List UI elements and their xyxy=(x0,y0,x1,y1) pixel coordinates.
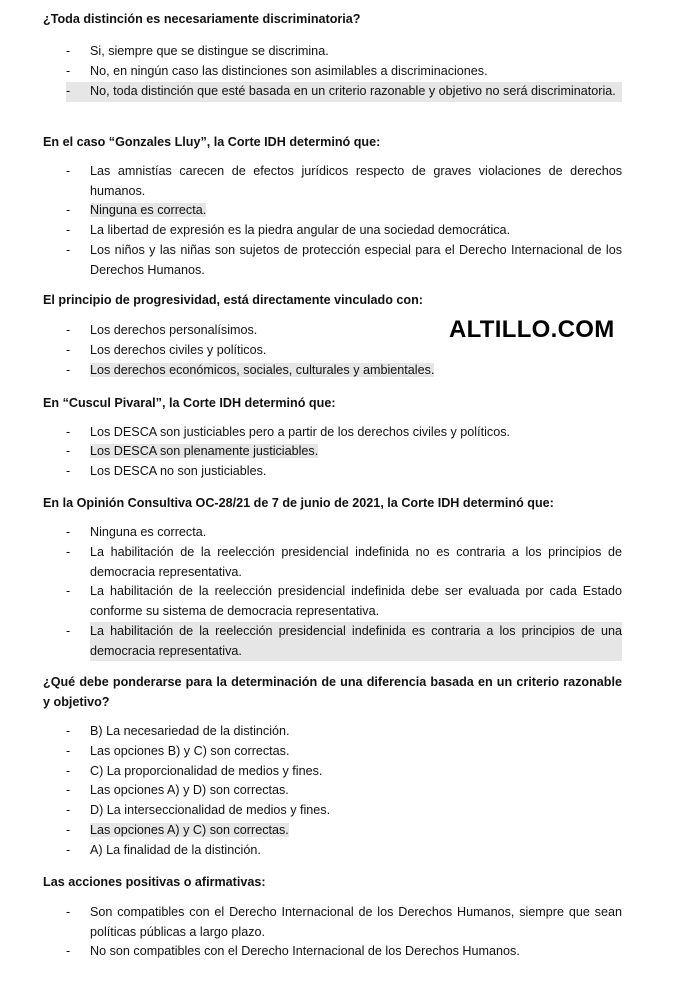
option-7-2: - No son compatibles con el Derecho Internacional de los Derechos Humanos. xyxy=(66,944,520,958)
question-6: ¿Qué debe ponderarse para la determinación de una diferencia basada en un criterio razonable y objetivo? xyxy=(43,675,622,709)
option-6-6-correct: - Las opciones A) y C) son correctas. xyxy=(66,823,289,837)
question-1: ¿Toda distinción es necesariamente discriminatoria? xyxy=(43,12,361,26)
option-3-2: - Los derechos civiles y políticos. xyxy=(66,343,267,357)
question-2: En el caso “Gonzales Lluy”, la Corte IDH determinó que: xyxy=(43,135,381,149)
option-5-1: - Ninguna es correcta. xyxy=(66,525,207,539)
question-3: El principio de progresividad, está directamente vinculado con: xyxy=(43,293,424,307)
question-7: Las acciones positivas o afirmativas: xyxy=(43,875,266,889)
option-2-3: - La libertad de expresión es la piedra angular de una sociedad democrática. xyxy=(66,223,511,237)
option-6-7: - A) La finalidad de la distinción. xyxy=(66,843,261,857)
option-4-3: - Los DESCA no son justiciables. xyxy=(66,464,267,478)
option-3-3-correct: - Los derechos económicos, sociales, culturales y ambientales. xyxy=(66,363,435,377)
option-1-2: - No, en ningún caso las distinciones son asimilables a discriminaciones. xyxy=(66,64,488,78)
option-6-1: - B) La necesariedad de la distinción. xyxy=(66,724,290,738)
option-1-3-correct: - No, toda distinción que esté basada en un criterio razonable y objetivo no será discriminatoria. xyxy=(66,82,622,102)
option-4-1: - Los DESCA son justiciables pero a partir de los derechos civiles y políticos. xyxy=(66,425,510,439)
option-3-1: - Los derechos personalísimos. xyxy=(66,323,258,337)
option-6-4: - Las opciones A) y D) son correctas. xyxy=(66,783,289,797)
question-4: En “Cuscul Pivaral”, la Corte IDH determinó que: xyxy=(43,396,336,410)
option-2-4: - Los niños y las niñas son sujetos de protección especial para el Derecho Internacional de los Derechos Humanos. xyxy=(66,243,622,277)
option-1-1: - Si, siempre que se distingue se discrimina. xyxy=(66,44,329,58)
question-5: En la Opinión Consultiva OC-28/21 de 7 de junio de 2021, la Corte IDH determinó que: xyxy=(43,496,554,510)
option-6-5: - D) La interseccionalidad de medios y fines. xyxy=(66,803,331,817)
option-4-2-correct: - Los DESCA son plenamente justiciables. xyxy=(66,444,319,458)
option-2-1: - Las amnistías carecen de efectos jurídicos respecto de graves violaciones de derechos humanos. xyxy=(66,164,622,198)
option-5-3: - La habilitación de la reelección presidencial indefinida debe ser evaluada por cada Estado conforme su sistema de democracia representativa. xyxy=(66,584,622,618)
altillo-watermark: ALTILLO.COM xyxy=(449,316,615,343)
option-5-2: - La habilitación de la reelección presidencial indefinida no es contraria a los principios de democracia representativa. xyxy=(66,545,622,579)
option-6-3: - C) La proporcionalidad de medios y fines. xyxy=(66,764,323,778)
option-6-2: - Las opciones B) y C) son correctas. xyxy=(66,744,290,758)
option-7-1: - Son compatibles con el Derecho Internacional de los Derechos Humanos, siempre que sean políticas públicas a largo plazo. xyxy=(66,905,622,939)
option-5-4-correct: - La habilitación de la reelección presidencial indefinida es contraria a los principios de una democracia representativa. xyxy=(66,622,622,661)
option-2-2-correct: - Ninguna es correcta. xyxy=(66,203,207,217)
